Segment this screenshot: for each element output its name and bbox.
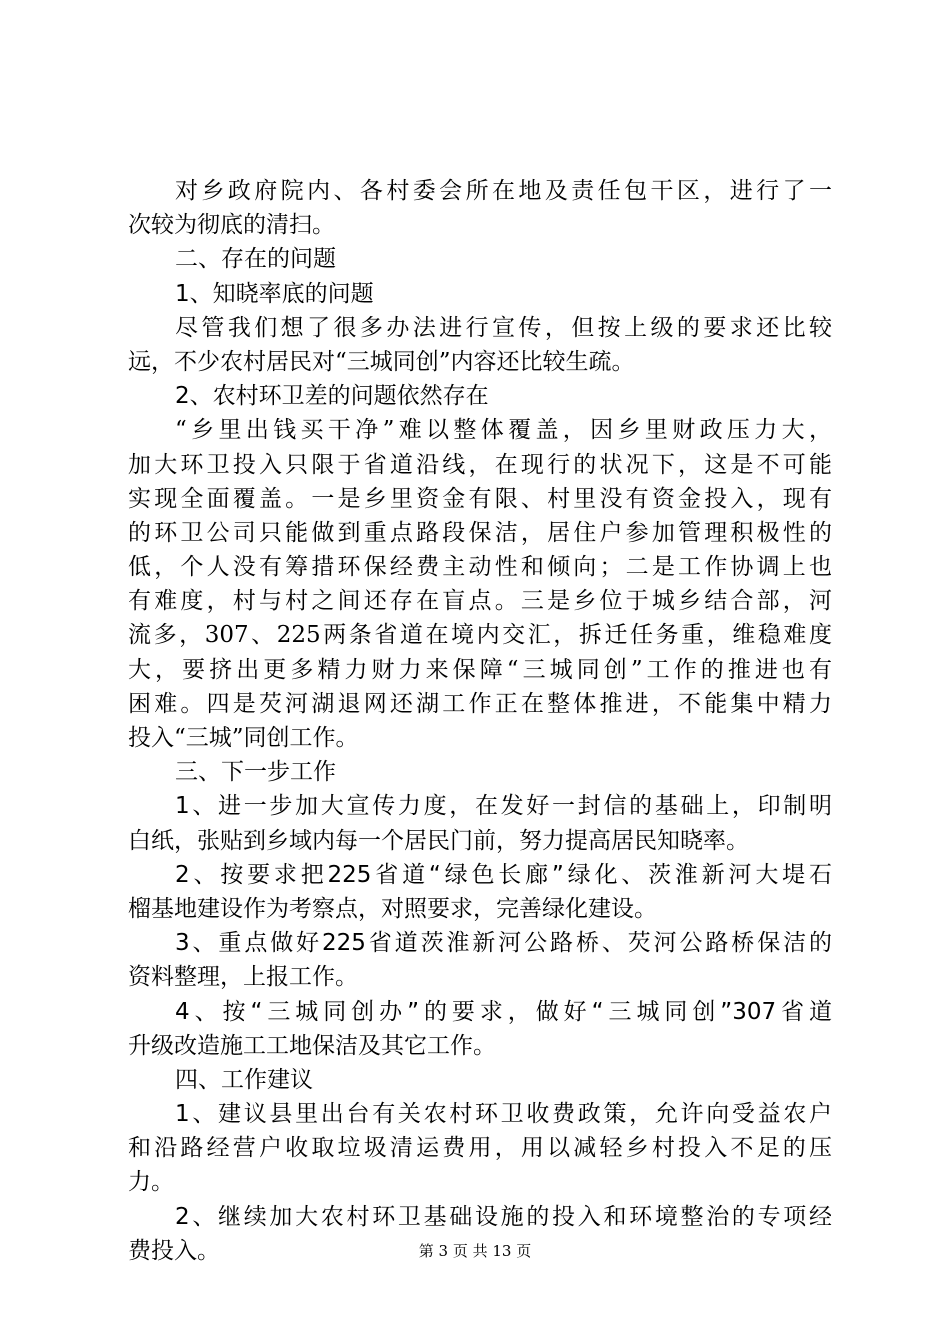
text-line: 2、继续加大农村环卫基础设施的投入和环境整治的专项经 [175, 1203, 832, 1230]
text-line: 1、建议县里出台有关农村环卫收费政策，允许向受益农户 [175, 1101, 832, 1128]
text-line: 困难。四是芡河湖退网还湖工作正在整体推进，不能集中精力 [128, 690, 832, 717]
text-line: 白纸，张贴到乡域内每一个居民门前，努力提高居民知晓率。 [128, 827, 749, 854]
document-body [128, 174, 832, 1268]
text-line: 实现全面覆盖。一是乡里资金有限、村里没有资金投入，现有 [128, 485, 832, 512]
text-line: 加大环卫投入只限于省道沿线，在现行的状况下，这是不可能 [128, 451, 832, 478]
text-line: 次较为彻底的清扫。 [128, 212, 335, 239]
text-line: 榴基地建设作为考察点，对照要求，完善绿化建设。 [128, 895, 657, 922]
text-line: 的环卫公司只能做到重点路段保洁，居住户参加管理积极性的 [128, 519, 832, 546]
text-line: 低，个人没有筹措环保经费主动性和倾向；二是工作协调上也 [128, 554, 832, 581]
text-line: 1、知晓率底的问题 [175, 280, 374, 307]
text-line: 费投入。 [128, 1237, 220, 1264]
text-line: 有难度，村与村之间还存在盲点。三是乡位于城乡结合部，河 [128, 588, 832, 615]
text-line: 大，要挤出更多精力财力来保障“三城同创”工作的推进也有 [128, 656, 832, 683]
text-line: 和沿路经营户收取垃圾清运费用，用以减轻乡村投入不足的压 [128, 1135, 832, 1162]
text-line: 投入“三城”同创工作。 [128, 725, 359, 751]
text-line: 2、农村环卫差的问题依然存在 [175, 383, 489, 410]
text-line: 3、重点做好225省道茨淮新河公路桥、芡河公路桥保洁的 [175, 930, 832, 957]
text-line: “乡里出钱买干净”难以整体覆盖，因乡里财政压力大， [175, 417, 832, 444]
text-line: 对乡政府院内、各村委会所在地及责任包干区，进行了一 [175, 178, 832, 204]
text-line: 尽管我们想了很多办法进行宣传，但按上级的要求还比较 [175, 314, 832, 341]
page-footer: 第 3 页 共 13 页 [418, 1242, 532, 1260]
text-line: 力。 [128, 1169, 174, 1196]
text-line: 四、工作建议 [175, 1066, 313, 1093]
text-line: 流多，307、225两条省道在境内交汇，拆迁任务重，维稳难度 [128, 622, 832, 649]
text-line: 资料整理，上报工作。 [128, 964, 358, 991]
text-line: 远，不少农村居民对“三城同创”内容还比较生疏。 [128, 348, 635, 375]
text-line: 升级改造施工工地保洁及其它工作。 [128, 1032, 496, 1059]
text-line: 2、按要求把225省道“绿色长廊”绿化、茨淮新河大堤石 [175, 861, 832, 888]
text-line: 4、按“三城同创办”的要求，做好“三城同创”307省道 [175, 998, 832, 1025]
text-line: 二、存在的问题 [175, 246, 336, 273]
text-line: 1、进一步加大宣传力度，在发好一封信的基础上，印制明 [175, 793, 832, 820]
text-line: 三、下一步工作 [175, 759, 336, 786]
